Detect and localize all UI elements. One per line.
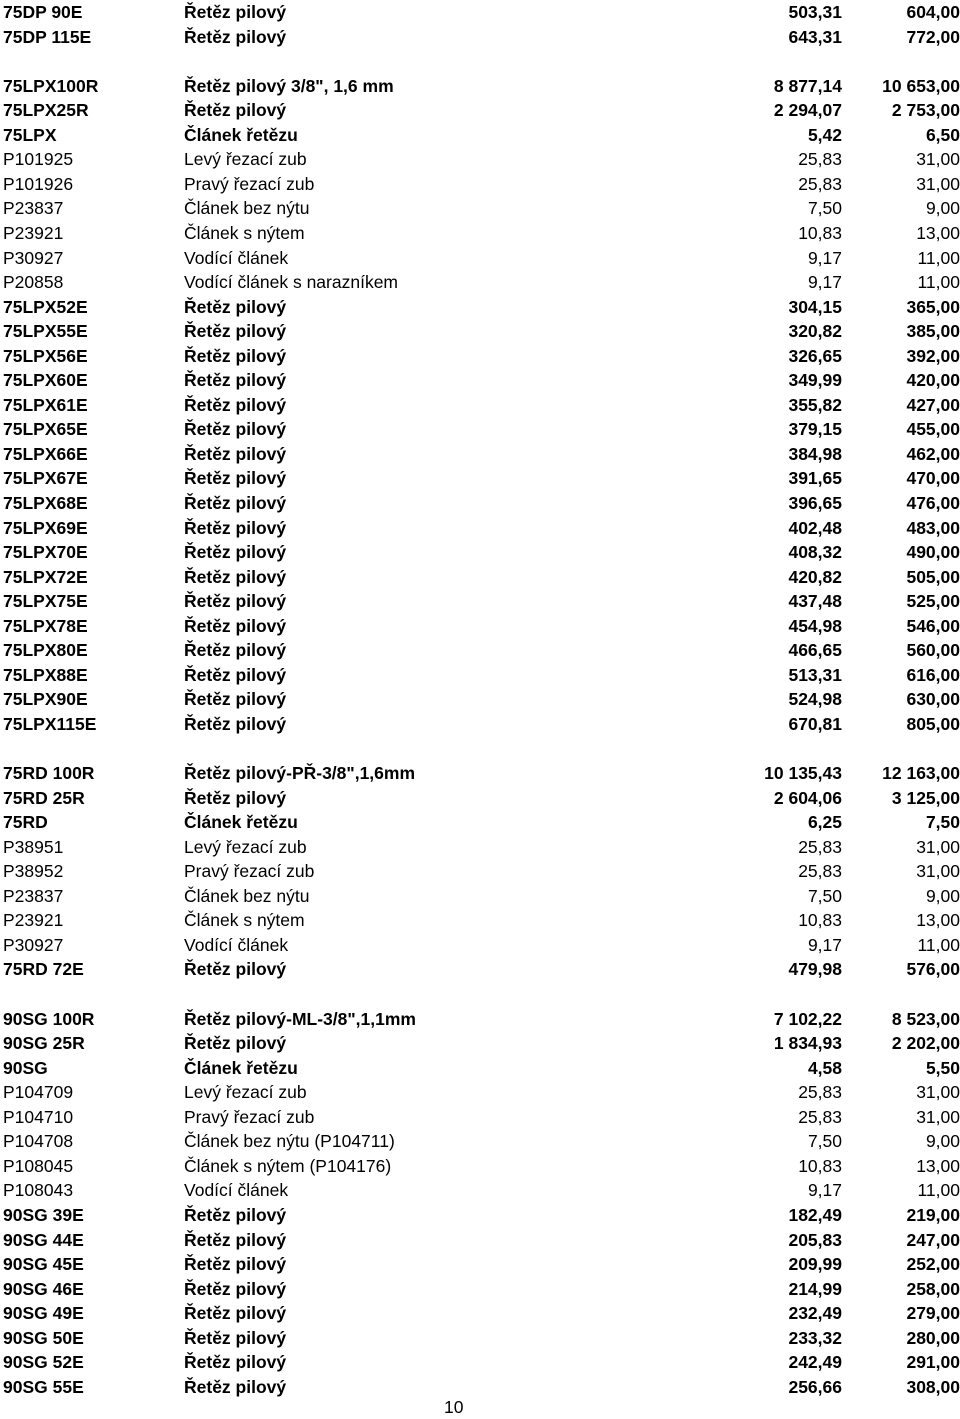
price-incl-vat: 462,00: [906, 442, 960, 466]
product-code: 90SG 52E: [3, 1350, 84, 1374]
price-incl-vat: 505,00: [906, 565, 960, 589]
product-description: Řetěz pilový: [184, 1252, 286, 1276]
price-incl-vat: 5,50: [926, 1056, 960, 1080]
price-excl-vat: 513,31: [788, 663, 842, 687]
price-incl-vat: 11,00: [918, 270, 960, 294]
table-row: [0, 589, 960, 613]
product-code: 75LPX25R: [3, 98, 89, 122]
price-incl-vat: 31,00: [916, 1105, 960, 1129]
price-incl-vat: 31,00: [916, 859, 960, 883]
price-excl-vat: 7 102,22: [774, 1007, 842, 1031]
product-description: Článek řetězu: [184, 810, 298, 834]
price-incl-vat: 772,00: [906, 25, 960, 49]
price-excl-vat: 25,83: [798, 835, 842, 859]
product-code: 75DP 90E: [3, 0, 82, 24]
product-description: Levý řezací zub: [184, 835, 307, 859]
product-description: Levý řezací zub: [184, 147, 307, 171]
product-description: Levý řezací zub: [184, 1080, 307, 1104]
table-row: [0, 1228, 960, 1252]
price-incl-vat: 13,00: [916, 221, 960, 245]
price-excl-vat: 7,50: [808, 1129, 842, 1153]
product-description: Řetěz pilový-PŘ-3/8",1,6mm: [184, 761, 415, 785]
price-excl-vat: 4,58: [808, 1056, 842, 1080]
price-incl-vat: 9,00: [926, 1129, 960, 1153]
product-code: 75LPX115E: [3, 712, 96, 736]
price-excl-vat: 524,98: [788, 687, 842, 711]
table-row: [0, 466, 960, 490]
product-code: 75LPX60E: [3, 368, 88, 392]
price-excl-vat: 479,98: [788, 957, 842, 981]
table-row: [0, 835, 960, 859]
table-row: [0, 712, 960, 736]
product-code: 90SG 100R: [3, 1007, 94, 1031]
price-excl-vat: 643,31: [788, 25, 842, 49]
product-description: Článek s nýtem: [184, 221, 305, 245]
product-code: 75RD 100R: [3, 761, 94, 785]
product-code: 75LPX78E: [3, 614, 88, 638]
table-row: [0, 196, 960, 220]
product-code: P23837: [3, 884, 63, 908]
price-incl-vat: 6,50: [926, 123, 960, 147]
price-incl-vat: 365,00: [906, 295, 960, 319]
table-row: [0, 368, 960, 392]
product-code: 75LPX55E: [3, 319, 88, 343]
price-incl-vat: 12 163,00: [882, 761, 960, 785]
price-excl-vat: 25,83: [798, 1105, 842, 1129]
price-excl-vat: 2 294,07: [774, 98, 842, 122]
product-description: Řetěz pilový: [184, 614, 286, 638]
product-description: Článek řetězu: [184, 123, 298, 147]
price-excl-vat: 349,99: [788, 368, 842, 392]
product-code: 75LPX80E: [3, 638, 88, 662]
product-description: Řetěz pilový: [184, 786, 286, 810]
product-description: Řetěz pilový: [184, 1375, 286, 1399]
table-row: [0, 786, 960, 810]
price-incl-vat: 31,00: [916, 172, 960, 196]
price-incl-vat: 252,00: [906, 1252, 960, 1276]
product-code: 75LPX68E: [3, 491, 88, 515]
product-description: Řetěz pilový: [184, 344, 286, 368]
price-incl-vat: 385,00: [906, 319, 960, 343]
price-excl-vat: 1 834,93: [774, 1031, 842, 1055]
price-incl-vat: 280,00: [906, 1326, 960, 1350]
price-excl-vat: 5,42: [808, 123, 842, 147]
price-excl-vat: 8 877,14: [774, 74, 842, 98]
product-code: P108043: [3, 1178, 73, 1202]
price-incl-vat: 291,00: [906, 1350, 960, 1374]
product-description: Řetěz pilový-ML-3/8",1,1mm: [184, 1007, 416, 1031]
price-excl-vat: 326,65: [788, 344, 842, 368]
product-code: 90SG 55E: [3, 1375, 84, 1399]
price-excl-vat: 182,49: [788, 1203, 842, 1227]
table-row: [0, 638, 960, 662]
table-row: [0, 884, 960, 908]
product-description: Řetěz pilový: [184, 516, 286, 540]
table-row: [0, 74, 960, 98]
price-incl-vat: 2 202,00: [892, 1031, 960, 1055]
table-row: [0, 1031, 960, 1055]
product-description: Článek bez nýtu: [184, 884, 310, 908]
product-code: 75LPX70E: [3, 540, 88, 564]
product-code: P30927: [3, 246, 63, 270]
product-description: Článek s nýtem: [184, 908, 305, 932]
product-code: 90SG 44E: [3, 1228, 84, 1252]
table-row: [0, 540, 960, 564]
table-row: [0, 1203, 960, 1227]
price-excl-vat: 420,82: [788, 565, 842, 589]
product-code: 75LPX67E: [3, 466, 88, 490]
price-excl-vat: 25,83: [798, 147, 842, 171]
price-excl-vat: 10,83: [798, 221, 842, 245]
table-row: [0, 1375, 960, 1399]
product-description: Vodící článek: [184, 246, 288, 270]
price-excl-vat: 437,48: [788, 589, 842, 613]
price-incl-vat: 31,00: [916, 835, 960, 859]
price-incl-vat: 308,00: [906, 1375, 960, 1399]
price-incl-vat: 560,00: [906, 638, 960, 662]
product-description: Článek s nýtem (P104176): [184, 1154, 391, 1178]
table-row: [0, 393, 960, 417]
product-code: 90SG 46E: [3, 1277, 84, 1301]
price-excl-vat: 10,83: [798, 908, 842, 932]
product-description: Řetěz pilový: [184, 0, 286, 24]
product-description: Řetěz pilový: [184, 1350, 286, 1374]
product-code: 75LPX61E: [3, 393, 88, 417]
price-incl-vat: 427,00: [906, 393, 960, 417]
product-description: Řetěz pilový: [184, 1277, 286, 1301]
product-code: P38951: [3, 835, 63, 859]
price-incl-vat: 455,00: [906, 417, 960, 441]
product-code: 75LPX66E: [3, 442, 88, 466]
price-excl-vat: 232,49: [788, 1301, 842, 1325]
product-code: P104708: [3, 1129, 73, 1153]
table-row: [0, 295, 960, 319]
price-incl-vat: 490,00: [906, 540, 960, 564]
product-code: P101926: [3, 172, 73, 196]
product-description: Řetěz pilový: [184, 25, 286, 49]
table-row: [0, 908, 960, 932]
price-incl-vat: 630,00: [906, 687, 960, 711]
price-excl-vat: 9,17: [808, 1178, 842, 1202]
product-description: Řetěz pilový: [184, 295, 286, 319]
price-incl-vat: 525,00: [906, 589, 960, 613]
price-excl-vat: 2 604,06: [774, 786, 842, 810]
product-code: 75LPX72E: [3, 565, 88, 589]
price-incl-vat: 470,00: [906, 466, 960, 490]
product-description: Řetěz pilový: [184, 687, 286, 711]
product-description: Řetěz pilový: [184, 98, 286, 122]
price-incl-vat: 604,00: [906, 0, 960, 24]
product-code: 90SG 49E: [3, 1301, 84, 1325]
product-description: Vodící článek: [184, 1178, 288, 1202]
price-excl-vat: 9,17: [808, 933, 842, 957]
price-incl-vat: 11,00: [918, 246, 960, 270]
product-description: Článek bez nýtu: [184, 196, 310, 220]
product-code: 75DP 115E: [3, 25, 91, 49]
product-code: 90SG 25R: [3, 1031, 85, 1055]
price-incl-vat: 576,00: [906, 957, 960, 981]
product-description: Řetěz pilový: [184, 319, 286, 343]
table-row: [0, 1326, 960, 1350]
price-incl-vat: 7,50: [926, 810, 960, 834]
price-incl-vat: 9,00: [926, 884, 960, 908]
price-excl-vat: 7,50: [808, 196, 842, 220]
price-excl-vat: 391,65: [788, 466, 842, 490]
price-incl-vat: 10 653,00: [882, 74, 960, 98]
product-description: Řetěz pilový: [184, 1031, 286, 1055]
product-code: 75LPX75E: [3, 589, 88, 613]
product-code: P38952: [3, 859, 63, 883]
price-incl-vat: 31,00: [916, 1080, 960, 1104]
product-description: Řetěz pilový: [184, 540, 286, 564]
table-row: [0, 270, 960, 294]
price-incl-vat: 392,00: [906, 344, 960, 368]
table-row: [0, 761, 960, 785]
table-row: [0, 1007, 960, 1031]
product-description: Pravý řezací zub: [184, 1105, 314, 1129]
product-description: Řetěz pilový: [184, 663, 286, 687]
product-code: P101925: [3, 147, 73, 171]
table-row: [0, 1277, 960, 1301]
price-excl-vat: 10 135,43: [764, 761, 842, 785]
table-row: [0, 687, 960, 711]
table-row: [0, 147, 960, 171]
price-excl-vat: 355,82: [788, 393, 842, 417]
product-description: Vodící článek s narazníkem: [184, 270, 398, 294]
price-excl-vat: 408,32: [788, 540, 842, 564]
price-excl-vat: 379,15: [788, 417, 842, 441]
price-excl-vat: 503,31: [788, 0, 842, 24]
price-excl-vat: 304,15: [788, 295, 842, 319]
product-code: P30927: [3, 933, 63, 957]
price-incl-vat: 11,00: [918, 1178, 960, 1202]
product-code: 75LPX52E: [3, 295, 88, 319]
product-description: Řetěz pilový: [184, 957, 286, 981]
table-row: [0, 1252, 960, 1276]
table-row: [0, 957, 960, 981]
product-code: 90SG: [3, 1056, 48, 1080]
table-row: [0, 172, 960, 196]
price-excl-vat: 25,83: [798, 859, 842, 883]
product-description: Pravý řezací zub: [184, 172, 314, 196]
price-excl-vat: 7,50: [808, 884, 842, 908]
product-code: 90SG 45E: [3, 1252, 84, 1276]
table-row: [0, 614, 960, 638]
price-excl-vat: 242,49: [788, 1350, 842, 1374]
table-row: [0, 933, 960, 957]
price-incl-vat: 219,00: [906, 1203, 960, 1227]
product-code: 75LPX56E: [3, 344, 88, 368]
product-code: P104710: [3, 1105, 73, 1129]
table-row: [0, 221, 960, 245]
price-incl-vat: 616,00: [906, 663, 960, 687]
product-code: 75RD: [3, 810, 48, 834]
price-excl-vat: 25,83: [798, 1080, 842, 1104]
table-row: [0, 98, 960, 122]
price-excl-vat: 256,66: [788, 1375, 842, 1399]
price-incl-vat: 279,00: [906, 1301, 960, 1325]
page-number: 10: [444, 1395, 463, 1419]
product-description: Řetěz pilový: [184, 466, 286, 490]
table-row: [0, 442, 960, 466]
table-row: [0, 859, 960, 883]
price-excl-vat: 384,98: [788, 442, 842, 466]
product-code: 75RD 25R: [3, 786, 85, 810]
product-description: Řetěz pilový: [184, 442, 286, 466]
product-description: Řetěz pilový: [184, 712, 286, 736]
table-row: [0, 319, 960, 343]
price-incl-vat: 31,00: [916, 147, 960, 171]
price-incl-vat: 9,00: [926, 196, 960, 220]
table-row: [0, 417, 960, 441]
price-excl-vat: 466,65: [788, 638, 842, 662]
price-incl-vat: 8 523,00: [892, 1007, 960, 1031]
product-code: P23921: [3, 221, 63, 245]
table-row: [0, 663, 960, 687]
product-code: P108045: [3, 1154, 73, 1178]
product-code: P20858: [3, 270, 63, 294]
price-excl-vat: 10,83: [798, 1154, 842, 1178]
product-description: Řetěz pilový: [184, 1203, 286, 1227]
price-excl-vat: 402,48: [788, 516, 842, 540]
price-excl-vat: 209,99: [788, 1252, 842, 1276]
table-row: [0, 0, 960, 24]
table-row: [0, 1105, 960, 1129]
price-incl-vat: 247,00: [906, 1228, 960, 1252]
product-description: Řetěz pilový: [184, 589, 286, 613]
product-code: 75LPX100R: [3, 74, 98, 98]
product-code: P23837: [3, 196, 63, 220]
product-code: 75LPX65E: [3, 417, 88, 441]
table-row: [0, 491, 960, 515]
price-incl-vat: 3 125,00: [892, 786, 960, 810]
price-excl-vat: 214,99: [788, 1277, 842, 1301]
price-incl-vat: 420,00: [906, 368, 960, 392]
table-row: [0, 810, 960, 834]
product-description: Řetěz pilový: [184, 491, 286, 515]
product-code: 75LPX: [3, 123, 57, 147]
table-row: [0, 1350, 960, 1374]
table-row: [0, 344, 960, 368]
product-description: Řetěz pilový 3/8", 1,6 mm: [184, 74, 394, 98]
product-description: Řetěz pilový: [184, 417, 286, 441]
price-excl-vat: 9,17: [808, 270, 842, 294]
table-row: [0, 1080, 960, 1104]
price-incl-vat: 476,00: [906, 491, 960, 515]
table-row: [0, 123, 960, 147]
product-code: P104709: [3, 1080, 73, 1104]
product-code: 75LPX90E: [3, 687, 88, 711]
table-row: [0, 1129, 960, 1153]
table-row: [0, 1301, 960, 1325]
table-row: [0, 565, 960, 589]
price-excl-vat: 454,98: [788, 614, 842, 638]
price-excl-vat: 233,32: [788, 1326, 842, 1350]
product-description: Řetěz pilový: [184, 638, 286, 662]
table-row: [0, 1178, 960, 1202]
price-incl-vat: 258,00: [906, 1277, 960, 1301]
table-row: [0, 1056, 960, 1080]
product-code: 75LPX88E: [3, 663, 88, 687]
product-description: Pravý řezací zub: [184, 859, 314, 883]
price-excl-vat: 25,83: [798, 172, 842, 196]
product-description: Řetěz pilový: [184, 565, 286, 589]
table-row: [0, 25, 960, 49]
product-description: Vodící článek: [184, 933, 288, 957]
product-code: 90SG 50E: [3, 1326, 84, 1350]
price-incl-vat: 805,00: [906, 712, 960, 736]
table-row: [0, 516, 960, 540]
product-code: 90SG 39E: [3, 1203, 84, 1227]
product-description: Řetěz pilový: [184, 1301, 286, 1325]
product-code: 75LPX69E: [3, 516, 88, 540]
price-excl-vat: 205,83: [788, 1228, 842, 1252]
price-incl-vat: 483,00: [906, 516, 960, 540]
product-description: Řetěz pilový: [184, 368, 286, 392]
price-excl-vat: 6,25: [808, 810, 842, 834]
product-code: P23921: [3, 908, 63, 932]
product-description: Řetěz pilový: [184, 393, 286, 417]
price-incl-vat: 13,00: [916, 908, 960, 932]
price-incl-vat: 2 753,00: [892, 98, 960, 122]
price-incl-vat: 546,00: [906, 614, 960, 638]
price-incl-vat: 11,00: [918, 933, 960, 957]
price-excl-vat: 396,65: [788, 491, 842, 515]
price-excl-vat: 9,17: [808, 246, 842, 270]
table-row: [0, 246, 960, 270]
price-excl-vat: 670,81: [788, 712, 842, 736]
table-row: [0, 1154, 960, 1178]
price-incl-vat: 13,00: [916, 1154, 960, 1178]
product-description: Řetěz pilový: [184, 1228, 286, 1252]
product-description: Článek řetězu: [184, 1056, 298, 1080]
product-description: Článek bez nýtu (P104711): [184, 1129, 395, 1153]
product-description: Řetěz pilový: [184, 1326, 286, 1350]
product-code: 75RD 72E: [3, 957, 84, 981]
price-excl-vat: 320,82: [788, 319, 842, 343]
